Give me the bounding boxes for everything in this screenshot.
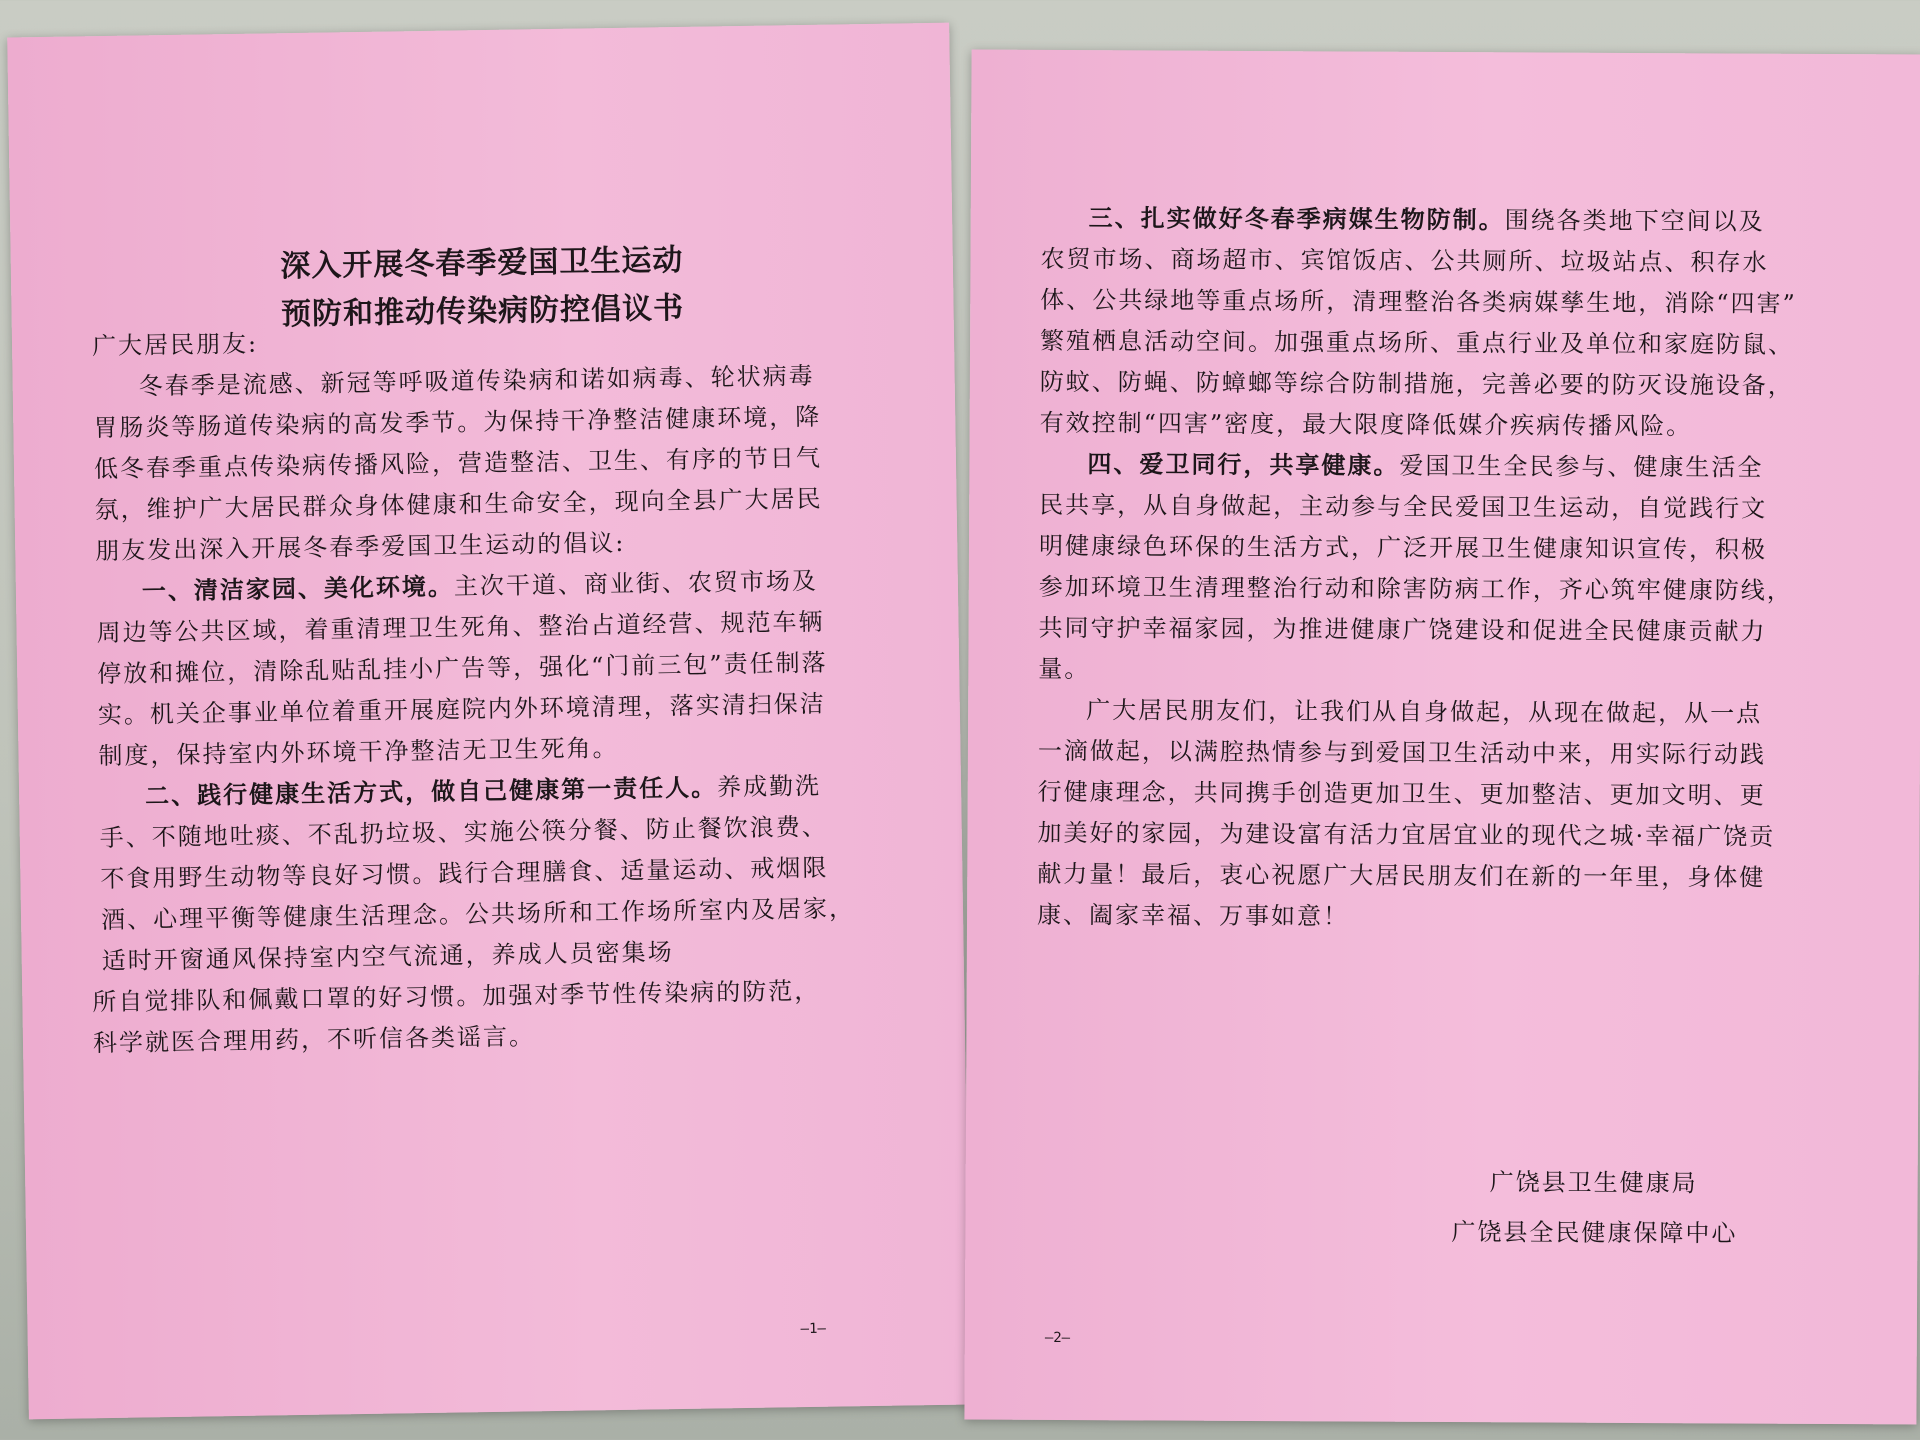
page-number: —2— (1044, 1329, 1071, 1347)
body-line: 科学就医合理用药，不听信各类谣言。 (92, 1022, 536, 1058)
section-4-line (1087, 444, 1763, 483)
section-2-line (145, 766, 821, 812)
body-line: 繁殖栖息活动空间。加强重点场所、重点行业及单位和家庭防鼠、 (1039, 326, 1795, 359)
body-line: 适时开窗通风保持室内空气流通，养成人员密集场 (101, 938, 674, 976)
body-text: 主次干道、商业街、农贸市场及 (453, 566, 819, 601)
closing-line: 一滴做起，以满腔热情参与到爱国卫生活动中来，用实际行动践 (1037, 736, 1766, 769)
body-text: 围绕各类地下空间以及 (1504, 206, 1765, 236)
body-text: 爱国卫生全民参与、健康生活全 (1399, 451, 1764, 482)
document-page-1 (7, 23, 971, 1420)
body-line: 有效控制“四害”密度，最大限度降低媒介疾病传播风险。 (1039, 408, 1693, 441)
section-1-heading: 一、清洁家园、美化环境。 (141, 571, 455, 606)
section-1-line (142, 561, 818, 607)
closing-line: 行健康理念，共同携手创造更加卫生、更加整洁、更加文明、更 (1037, 777, 1766, 810)
body-line: 共同守护幸福家园，为推进健康广饶建设和促进全民健康贡献力 (1038, 613, 1767, 646)
body-line: 制度，保持室内外环境干净整洁无卫生死角。 (98, 733, 619, 771)
body-line: 胃肠炎等肠道传染病的高发季节。为保持干净整洁健康环境，降 (93, 402, 822, 443)
body-line: 朋友发出深入开展冬春季爱国卫生运动的倡议: (95, 528, 626, 566)
body-text: 养成勤洗 (716, 771, 822, 802)
section-2-heading: 二、践行健康生活方式，做自己健康第一责任人。 (144, 772, 718, 811)
section-3-heading: 三、扎实做好冬春季病媒生物防制。 (1088, 203, 1505, 235)
page-number: —1— (800, 1320, 827, 1338)
body-line: 手、不随地吐痰、不乱扔垃圾、实施公筷分餐、防止餐饮浪费、 (99, 812, 828, 853)
signature-org-2: 广饶县全民健康保障中心 (1451, 1218, 1738, 1248)
body-line: 冬春季是流感、新冠等呼吸道传染病和诺如病毒、轮状病毒 (138, 361, 815, 401)
body-line: 体、公共绿地等重点场所，清理整治各类病媒孳生地，消除“四害” (1040, 285, 1797, 318)
closing-line: 康、阖家幸福、万事如意！ (1036, 900, 1350, 931)
body-line: 量。 (1038, 654, 1091, 684)
closing-line: 献力量！最后，衷心祝愿广大居民朋友们在新的一年里，身体健 (1037, 859, 1766, 892)
body-line: 民共享，从自身做起，主动参与全民爱国卫生运动，自觉践行文 (1039, 490, 1768, 523)
section-4-heading: 四、爱卫同行，共享健康。 (1087, 449, 1400, 480)
closing-line: 加美好的家园，为建设富有活力宜居宜业的现代之城·幸福广饶贡 (1037, 818, 1776, 851)
body-line: 低冬春季重点传染病传播风险，营造整洁、卫生、有序的节日气 (93, 443, 823, 484)
document-title-line-1: 深入开展冬春季爱国卫生运动 (280, 242, 684, 285)
body-line: 所自觉排队和佩戴口罩的好习惯。加强对季节性传染病的防范， (92, 976, 821, 1017)
body-line: 防蚊、防蝇、防蟑螂等综合防制措施，完善必要的防灭设施设备， (1039, 367, 1794, 400)
body-line: 参加环境卫生清理整治行动和除害防病工作，齐心筑牢健康防线， (1038, 572, 1793, 605)
body-line: 不食用野生动物等良好习惯。践行合理膳食、适量运动、戒烟限 (100, 853, 829, 894)
signature-org-1: 广饶县卫生健康局 (1489, 1168, 1698, 1198)
body-line: 酒、心理平衡等健康生活理念。公共场所和工作场所室内及居家， (100, 894, 856, 935)
salutation: 广大居民朋友: (91, 329, 259, 361)
body-line: 农贸市场、商场超市、宾馆饭店、公共厕所、垃圾站点、积存水 (1040, 244, 1769, 277)
closing-line: 广大居民朋友们，让我们从自身做起，从现在做起，从一点 (1086, 696, 1763, 728)
body-line: 周边等公共区域，着重清理卫生死角、整治占道经营、规范车辆 (96, 607, 825, 648)
body-line: 停放和摊位，清除乱贴乱挂小广告等，强化“门前三包”责任制落 (96, 648, 828, 689)
body-line: 明健康绿色环保的生活方式，广泛开展卫生健康知识宣传，积极 (1038, 531, 1768, 564)
document-title-line-2: 预防和推动传染病防控倡议书 (280, 290, 685, 333)
body-line: 氛，维护广大居民群众身体健康和生命安全，现向全县广大居民 (94, 484, 823, 525)
body-line: 实。机关企事业单位着重开展庭院内外环境清理，落实清扫保洁 (97, 689, 826, 730)
document-page-2 (964, 50, 1920, 1425)
section-3-line (1089, 198, 1765, 237)
